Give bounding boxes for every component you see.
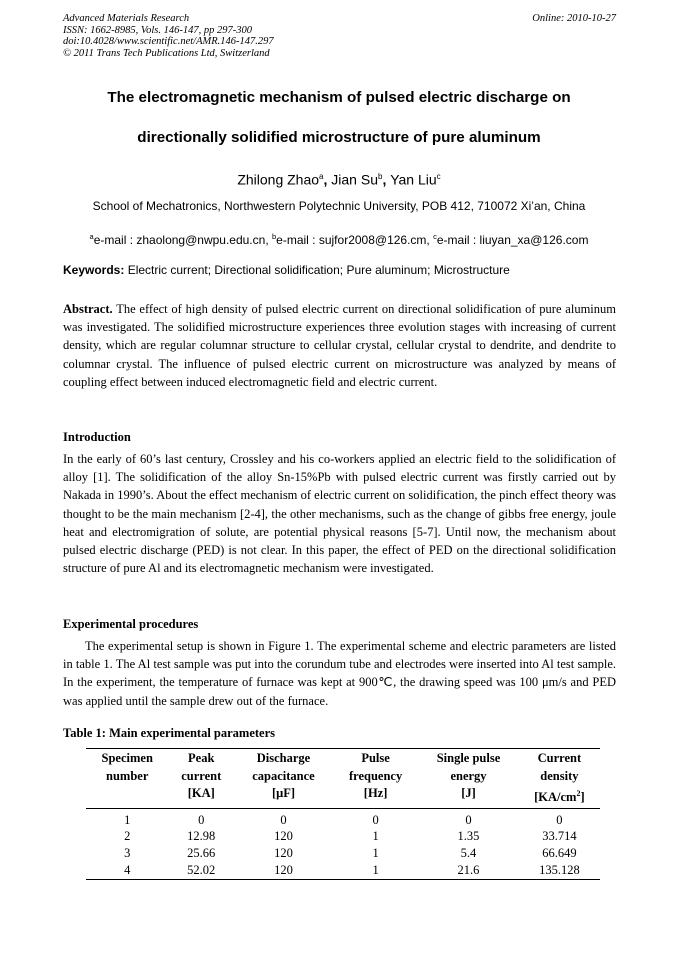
experimental-heading: Experimental procedures — [63, 617, 199, 631]
table-header-row — [86, 749, 600, 809]
email-address: e-mail : sujfor2008@126.cm, — [276, 233, 430, 247]
keywords-label: Keywords: — [63, 263, 125, 277]
email-list — [0, 229, 678, 248]
abstract-paragraph — [63, 300, 616, 391]
introduction-heading: Introduction — [63, 430, 131, 444]
author-superscript: a — [319, 172, 324, 181]
column-unit: ] — [580, 790, 585, 805]
table-cell: 21.6 — [418, 862, 519, 879]
affiliation: School of Mechatronics, Northwestern Polytechnic University, POB 412, 710072 Xi’an, China — [92, 199, 586, 213]
keywords — [63, 263, 616, 278]
author-superscript: c — [436, 172, 441, 181]
author-separator: , — [323, 171, 332, 188]
keywords-text: Electric current; Directional solidification; Pure aluminum; Microstructure — [127, 263, 510, 277]
doi-line: doi:10.4028/www.scientific.net/AMR.146-147.297 — [63, 36, 274, 47]
author-name: Jian Su — [331, 171, 378, 188]
column-header — [519, 749, 600, 809]
column-header-line: Current — [537, 751, 582, 765]
table-cell: 120 — [234, 862, 333, 879]
table-cell: 135.128 — [519, 862, 600, 879]
table-cell: 33.714 — [542, 829, 577, 844]
table-row — [86, 862, 600, 879]
title-line-1: The electromagnetic mechanism of pulsed electric discharge on — [107, 89, 571, 106]
abstract-text: The effect of high density of pulsed electric current on directional solidification of pure aluminum was investigated. The solidified microstructure experiences three evolution stages with increasing of current density, which are regular columnar structure to cellular crystal, cellular crystal to dendrite, and dendrite to columnar crystal. The influence of pulsed electric current on microstructure was analyzed by means of coupling effect between induced electromagnetic field and electric current. — [63, 302, 616, 389]
table-row — [86, 808, 600, 828]
email-address: e-mail : zhaolong@nwpu.edu.cn, — [93, 233, 269, 247]
column-header — [333, 749, 418, 809]
email-address: e-mail : liuyan_xa@126.com — [436, 233, 589, 247]
journal-name: Advanced Materials Research — [63, 13, 190, 24]
paper-title — [40, 88, 638, 148]
email-superscript: a — [89, 232, 94, 241]
introduction-paragraph: In the early of 60’s last century, Crossley and his co-workers applied an electric field to the solidification of alloy [1]. The solidification of the alloy Sn-15%Pb with pulsed electric current was firstly carried out by Nakada in 1990’s. About the effect mechanism of electric current on solidification, the pinch effect theory was thought to be the main mechanism [2-4], the other mechanisms, such as the change of gibbs free energy, joule heat and electromigration of solute, are potential physical reasons [5-7]. Until now, the mechanism about pulsed electric discharge (PED) is not clear. In this paper, the effect of PED on the directional solidification structure of pure Al and its electromagnetic mechanism were investigated. — [63, 452, 616, 576]
table-caption: Table 1: Main experimental parameters — [63, 726, 275, 740]
table-cell: 66.649 — [542, 846, 577, 861]
column-header-line: Specimen — [101, 751, 153, 765]
column-header — [418, 749, 519, 809]
table-cell: 5.4 — [460, 846, 477, 861]
experimental-paragraph: The experimental setup is shown in Figure 1. The experimental scheme and electric parameters are listed in table 1. The Al test sample was put into the corundum tube and electrodes were inserted into Al test sample. In the experiment, the temperature of furnace was kept at 900℃, the drawing speed was 100 μm/s and PED was applied until the sample drew out of the furnace. — [63, 639, 616, 708]
issn-line: ISSN: 1662-8985, Vols. 146-147, pp 297-300 — [63, 24, 252, 36]
column-header-line: energy — [450, 768, 487, 783]
table-cell: 120 — [274, 846, 293, 861]
parameters-table — [86, 748, 600, 880]
column-header-line: Discharge — [256, 751, 311, 765]
table-cell: 1 — [372, 846, 379, 861]
column-unit: [μF] — [271, 786, 296, 800]
table-cell: 25.66 — [187, 846, 216, 861]
email-superscript: c — [433, 232, 437, 241]
abstract-label: Abstract. — [63, 302, 113, 316]
author-superscript: b — [377, 172, 383, 181]
column-unit: [J] — [461, 786, 476, 800]
table-cell: 3 — [124, 846, 131, 861]
column-unit: [Hz] — [363, 786, 388, 800]
author-name: Zhilong Zhao — [237, 171, 320, 188]
table-cell: 0 — [465, 812, 472, 827]
table-row — [86, 845, 600, 862]
column-header — [234, 749, 333, 809]
column-header — [86, 749, 168, 809]
column-header — [168, 749, 234, 809]
copyright-line: © 2011 Trans Tech Publications Ltd, Switzerland — [63, 47, 270, 59]
table-cell: 0 — [280, 812, 287, 827]
online-date: Online: 2010-10-27 — [532, 13, 616, 24]
column-unit-superscript: 2 — [576, 789, 581, 798]
author-name: Yan Liu — [390, 171, 437, 188]
author-separator: , — [382, 171, 391, 188]
journal-header — [63, 13, 616, 59]
author-list — [0, 168, 678, 189]
column-header-line: number — [106, 768, 149, 783]
column-header-line: Pulse — [361, 751, 390, 765]
table-cell: 2 — [124, 829, 131, 844]
email-superscript: b — [272, 232, 277, 241]
column-header-line: Peak — [188, 751, 215, 765]
column-header-line: Single pulse — [436, 751, 501, 765]
table-cell: 0 — [556, 812, 563, 827]
table-cell: 1.35 — [457, 829, 480, 844]
title-line-2: directionally solidified microstructure of pure aluminum — [137, 129, 541, 146]
table-cell: 4 — [86, 862, 168, 879]
table-row — [86, 828, 600, 845]
column-unit: [KA/cm — [534, 790, 577, 805]
table-cell: 12.98 — [187, 829, 216, 844]
table-cell: 0 — [372, 812, 379, 827]
table-cell: 52.02 — [168, 862, 234, 879]
column-header-line: current — [181, 768, 222, 783]
table-cell: 1 — [333, 862, 418, 879]
column-header-line: density — [540, 768, 579, 783]
table-cell: 0 — [198, 812, 205, 827]
table-cell: 1 — [124, 812, 131, 827]
table-cell: 120 — [274, 829, 293, 844]
column-unit: [KA] — [187, 786, 215, 800]
table-cell: 1 — [372, 829, 379, 844]
column-header-line: frequency — [348, 768, 403, 783]
column-header-line: capacitance — [252, 768, 315, 783]
